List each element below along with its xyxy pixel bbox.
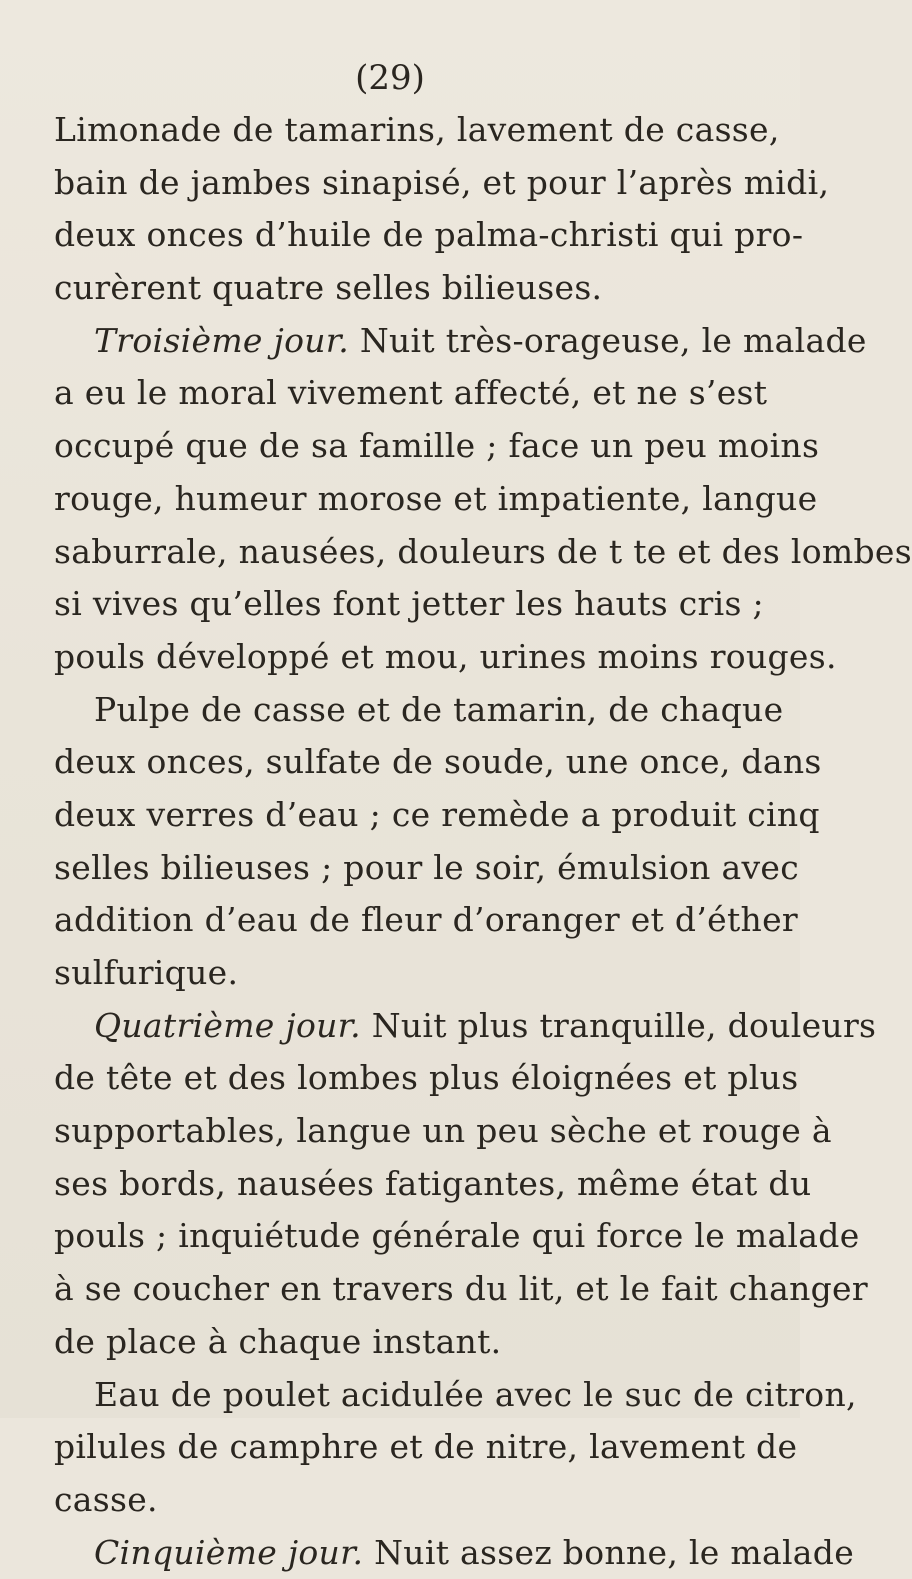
text-line: de tête et des lombes plus éloignées et plus: [54, 1058, 799, 1098]
text-line: Troisième jour. Nuit très-orageuse, le malade: [94, 320, 867, 360]
text-line: ses bords, nausées fatigantes, même état du: [54, 1163, 812, 1203]
text-line: selles bilieuses ; pour le soir, émulsion avec: [54, 847, 800, 887]
text-line: addition d’eau de fleur d’oranger et d’éther: [54, 900, 798, 940]
text-line: Eau de poulet acidulée avec le suc de citron,: [94, 1374, 857, 1414]
text-line: rouge, humeur morose et impatiente, langue: [54, 478, 818, 518]
text-line: de place à chaque instant.: [54, 1321, 502, 1361]
text-line: casse.: [54, 1479, 158, 1519]
text-line: pilules de camphre et de nitre, lavement de: [54, 1427, 798, 1467]
text-line: curèrent quatre selles bilieuses.: [54, 268, 603, 308]
text-line: a eu le moral vivement affecté, et ne s’est: [54, 373, 768, 413]
section-heading: Quatrième jour.: [94, 1005, 361, 1045]
text-line: sulfurique.: [54, 953, 239, 992]
text-line: deux onces, sulfate de soude, une once, dans: [54, 742, 822, 782]
text-line: saburrale, nausées, douleurs de t te et des lombes: [54, 531, 912, 571]
text-line: pouls ; inquiétude générale qui force le malade: [54, 1216, 860, 1256]
text-line: Limonade de tamarins, lavement de casse,: [54, 110, 780, 149]
section-heading: Cinquième jour.: [94, 1532, 364, 1572]
text-line: à se coucher en travers du lit, et le fait changer: [54, 1269, 868, 1309]
text-line: bain de jambes sinapisé, et pour l’après midi,: [54, 162, 830, 202]
text-line: Pulpe de casse et de tamarin, de chaque: [94, 689, 784, 729]
text-line: deux onces d’huile de palma-christi qui pro-: [54, 215, 804, 255]
text-line: Quatrième jour. Nuit plus tranquille, douleurs: [94, 1005, 877, 1045]
text-line: supportables, langue un peu sèche et rouge à: [54, 1111, 832, 1151]
page-number: (29): [355, 58, 425, 98]
text-line: Cinquième jour. Nuit assez bonne, le malade: [94, 1532, 855, 1572]
text-line: deux verres d’eau ; ce remède a produit cinq: [54, 794, 820, 834]
body-text: [54, 104, 912, 1579]
section-heading: Troisième jour.: [94, 320, 350, 360]
text-line: pouls développé et mou, urines moins rouges.: [54, 636, 837, 676]
text-line: occupé que de sa famille ; face un peu moins: [54, 426, 820, 466]
text-line: si vives qu’elles font jetter les hauts cris ;: [54, 584, 764, 624]
